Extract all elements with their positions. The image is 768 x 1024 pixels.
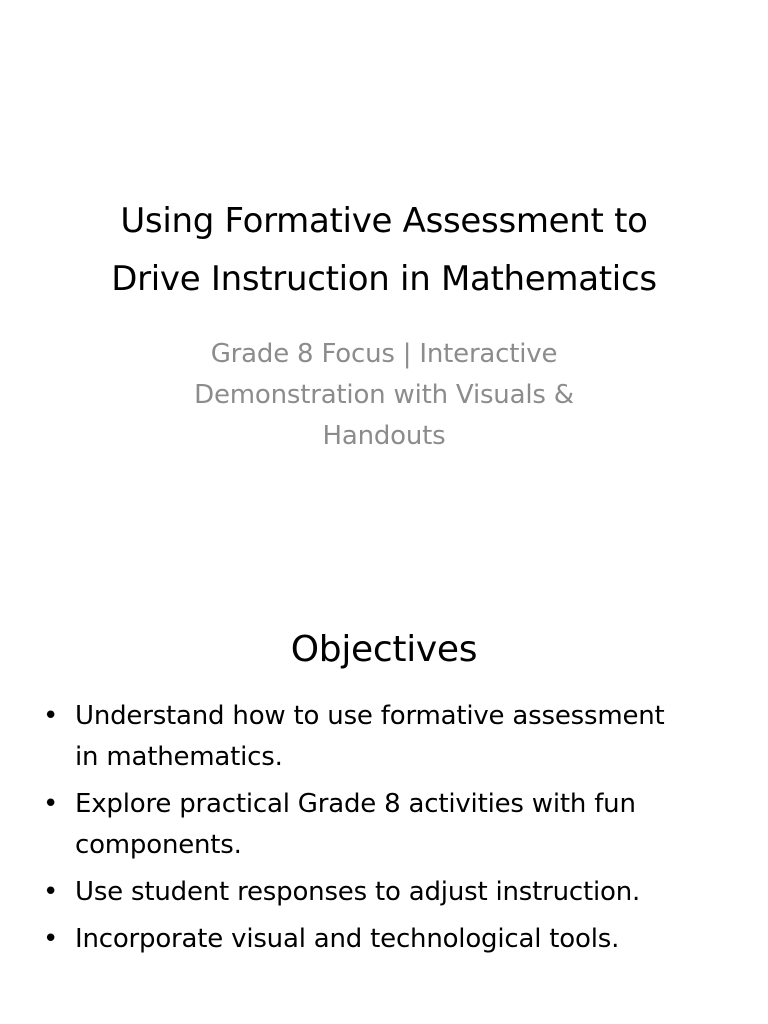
list-item	[40, 784, 730, 866]
title-line-2: Drive Instruction in Mathematics	[111, 259, 657, 299]
slide-title	[40, 192, 728, 308]
bullet-text-line-1: Explore practical Grade 8 activities with fun	[75, 789, 636, 819]
objectives-list	[40, 696, 730, 966]
title-line-1: Using Formative Assessment to	[120, 201, 648, 241]
list-item	[40, 696, 730, 778]
subtitle-line-3: Handouts	[322, 421, 446, 451]
bullet-text-line-1: Use student responses to adjust instruction.	[75, 877, 641, 907]
bullet-icon: •	[43, 701, 59, 731]
bullet-text-line-2: in mathematics.	[75, 742, 283, 772]
bullet-text-line-1: Understand how to use formative assessment	[75, 701, 665, 731]
subtitle-line-1: Grade 8 Focus | Interactive	[210, 339, 558, 369]
list-item	[40, 919, 730, 960]
bullet-icon: •	[43, 789, 59, 819]
bullet-icon: •	[43, 877, 59, 907]
slide-subtitle	[150, 334, 618, 457]
list-item	[40, 872, 730, 913]
bullet-text-line-2: components.	[75, 830, 242, 860]
objectives-title: Objectives	[290, 629, 478, 670]
objectives-slide	[0, 512, 768, 1024]
bullet-text-line-1: Incorporate visual and technological tools.	[75, 924, 620, 954]
subtitle-line-2: Demonstration with Visuals &	[194, 380, 574, 410]
bullet-icon: •	[43, 924, 59, 954]
